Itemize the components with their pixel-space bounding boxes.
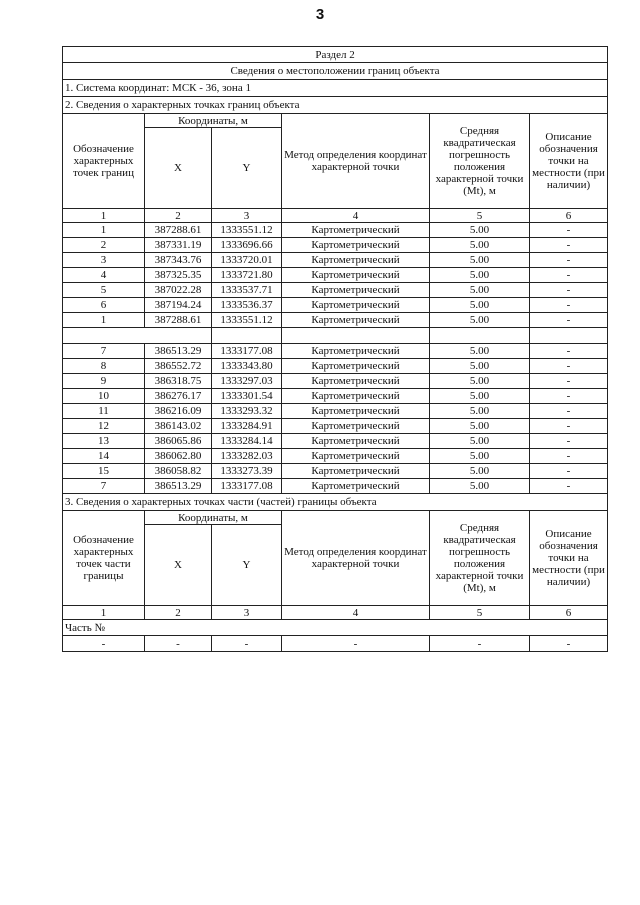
- header-method: Метод определения координат характерной точки: [282, 114, 430, 209]
- cell-d: -: [530, 389, 608, 404]
- cell-n: 7: [63, 344, 145, 359]
- part3-title: 3. Сведения о характерных точках части (частей) границы объекта: [63, 494, 608, 511]
- header-point: Обозначение характерных точек границ: [63, 114, 145, 209]
- cell-d: -: [530, 374, 608, 389]
- cell-n: 11: [63, 404, 145, 419]
- section-subtitle-row: [63, 63, 608, 80]
- cell-m: Картометрический: [282, 223, 430, 238]
- table-row: [63, 464, 608, 479]
- cell-m: Картометрический: [282, 404, 430, 419]
- cell-d: -: [530, 419, 608, 434]
- cell-y: 1333343.80: [212, 359, 282, 374]
- part2-header-row-1: [63, 114, 608, 128]
- cell-n: 1: [63, 313, 145, 328]
- cell-n: 5: [63, 283, 145, 298]
- part2-title: 2. Сведения о характерных точках границ объекта: [63, 97, 608, 114]
- cell-n: 4: [63, 268, 145, 283]
- cell-x: 387288.61: [145, 313, 212, 328]
- cell-d: -: [530, 238, 608, 253]
- header-desc: Описание обозначения точки на местности (при наличии): [530, 511, 608, 606]
- cell-n: 3: [63, 253, 145, 268]
- page-number: 3: [315, 6, 325, 23]
- part3-header-row-1: [63, 511, 608, 525]
- cell-d: -: [530, 449, 608, 464]
- header-point: Обозначение характерных точек части границы: [63, 511, 145, 606]
- index-cell-method: 4: [282, 606, 430, 620]
- section-title: Раздел 2: [63, 47, 608, 63]
- cell-y: 1333177.08: [212, 344, 282, 359]
- cell-x: -: [145, 636, 212, 652]
- table-row: [63, 434, 608, 449]
- cell-y: 1333537.71: [212, 283, 282, 298]
- cell-d: -: [530, 344, 608, 359]
- table-row: [63, 359, 608, 374]
- part3-title-row: [63, 494, 608, 511]
- cell-m: Картометрический: [282, 479, 430, 494]
- cell-n: 15: [63, 464, 145, 479]
- table-row: [63, 298, 608, 313]
- cell-y: 1333551.12: [212, 223, 282, 238]
- blank-cell: [63, 328, 212, 344]
- cell-e: 5.00: [430, 389, 530, 404]
- cell-x: 387288.61: [145, 223, 212, 238]
- cell-d: -: [530, 253, 608, 268]
- cell-y: 1333284.91: [212, 419, 282, 434]
- cell-n: 1: [63, 223, 145, 238]
- cell-d: -: [530, 434, 608, 449]
- cell-e: 5.00: [430, 223, 530, 238]
- index-cell-x: 2: [145, 209, 212, 223]
- table-row: [63, 479, 608, 494]
- table-row: [63, 283, 608, 298]
- index-cell-point: 1: [63, 606, 145, 620]
- cell-m: Картометрический: [282, 313, 430, 328]
- blank-cell: [212, 328, 282, 344]
- header-y: Y: [212, 525, 282, 606]
- cell-y: 1333696.66: [212, 238, 282, 253]
- cell-d: -: [530, 359, 608, 374]
- index-cell-error: 5: [430, 209, 530, 223]
- cell-y: 1333282.03: [212, 449, 282, 464]
- cell-m: Картометрический: [282, 359, 430, 374]
- cell-y: 1333177.08: [212, 479, 282, 494]
- index-cell-method: 4: [282, 209, 430, 223]
- index-cell-y: 3: [212, 606, 282, 620]
- table-row: [63, 313, 608, 328]
- table-row: [63, 344, 608, 359]
- blank-cell: [282, 328, 430, 344]
- section-subtitle: Сведения о местоположении границ объекта: [63, 63, 608, 80]
- cell-e: 5.00: [430, 419, 530, 434]
- cell-n: 7: [63, 479, 145, 494]
- coord-system: 1. Система координат: МСК - 36, зона 1: [63, 80, 608, 97]
- table-row: [63, 389, 608, 404]
- part-label: Часть №: [63, 620, 608, 636]
- cell-x: 387343.76: [145, 253, 212, 268]
- header-method: Метод определения координат характерной точки: [282, 511, 430, 606]
- cell-n: 6: [63, 298, 145, 313]
- cell-e: 5.00: [430, 374, 530, 389]
- table-row: [63, 223, 608, 238]
- cell-n: 13: [63, 434, 145, 449]
- cell-n: 8: [63, 359, 145, 374]
- cell-e: 5.00: [430, 449, 530, 464]
- cell-x: 387022.28: [145, 283, 212, 298]
- part2-title-row: [63, 97, 608, 114]
- cell-x: 386513.29: [145, 344, 212, 359]
- header-desc: Описание обозначения точки на местности (при наличии): [530, 114, 608, 209]
- table-row: [63, 374, 608, 389]
- cell-d: -: [530, 479, 608, 494]
- table-row: [63, 238, 608, 253]
- index-cell-y: 3: [212, 209, 282, 223]
- part3-index-row: [63, 606, 608, 620]
- cell-m: Картометрический: [282, 268, 430, 283]
- table-row: [63, 268, 608, 283]
- table-row: [63, 253, 608, 268]
- cell-y: 1333284.14: [212, 434, 282, 449]
- cell-e: 5.00: [430, 298, 530, 313]
- cell-d: -: [530, 283, 608, 298]
- cell-m: Картометрический: [282, 298, 430, 313]
- cell-e: 5.00: [430, 344, 530, 359]
- header-coords: Координаты, м: [145, 511, 282, 525]
- boundary-table: [62, 46, 608, 652]
- cell-error: -: [430, 636, 530, 652]
- cell-e: 5.00: [430, 359, 530, 374]
- part3-empty-row: [63, 636, 608, 652]
- cell-y: 1333297.03: [212, 374, 282, 389]
- cell-e: 5.00: [430, 313, 530, 328]
- cell-n: 12: [63, 419, 145, 434]
- cell-e: 5.00: [430, 464, 530, 479]
- cell-d: -: [530, 404, 608, 419]
- cell-point: -: [63, 636, 145, 652]
- cell-x: 387194.24: [145, 298, 212, 313]
- cell-n: 2: [63, 238, 145, 253]
- cell-x: 386058.82: [145, 464, 212, 479]
- table-row: [63, 449, 608, 464]
- index-cell-desc: 6: [530, 209, 608, 223]
- cell-m: Картометрический: [282, 389, 430, 404]
- cell-y: 1333273.39: [212, 464, 282, 479]
- cell-n: 14: [63, 449, 145, 464]
- header-y: Y: [212, 128, 282, 209]
- cell-n: 9: [63, 374, 145, 389]
- cell-d: -: [530, 464, 608, 479]
- part-label-row: [63, 620, 608, 636]
- cell-m: Картометрический: [282, 238, 430, 253]
- cell-y: 1333536.37: [212, 298, 282, 313]
- cell-m: Картометрический: [282, 374, 430, 389]
- header-x: X: [145, 525, 212, 606]
- index-cell-desc: 6: [530, 606, 608, 620]
- cell-e: 5.00: [430, 434, 530, 449]
- cell-x: 386513.29: [145, 479, 212, 494]
- header-x: X: [145, 128, 212, 209]
- cell-m: Картометрический: [282, 464, 430, 479]
- cell-m: Картометрический: [282, 344, 430, 359]
- blank-row: [63, 328, 608, 344]
- table-row: [63, 419, 608, 434]
- cell-d: -: [530, 298, 608, 313]
- cell-m: Картометрический: [282, 434, 430, 449]
- header-error: Средняя квадратическая погрешность положения характерной точки (Mt), м: [430, 114, 530, 209]
- cell-x: 386216.09: [145, 404, 212, 419]
- cell-y: 1333551.12: [212, 313, 282, 328]
- cell-e: 5.00: [430, 238, 530, 253]
- part2-index-row: [63, 209, 608, 223]
- cell-d: -: [530, 313, 608, 328]
- cell-y: 1333720.01: [212, 253, 282, 268]
- cell-e: 5.00: [430, 268, 530, 283]
- cell-e: 5.00: [430, 253, 530, 268]
- cell-d: -: [530, 223, 608, 238]
- index-cell-point: 1: [63, 209, 145, 223]
- cell-x: 386318.75: [145, 374, 212, 389]
- header-coords: Координаты, м: [145, 114, 282, 128]
- coord-system-row: [63, 80, 608, 97]
- cell-method: -: [282, 636, 430, 652]
- cell-m: Картометрический: [282, 449, 430, 464]
- index-cell-error: 5: [430, 606, 530, 620]
- cell-x: 386143.02: [145, 419, 212, 434]
- cell-e: 5.00: [430, 283, 530, 298]
- cell-x: 387331.19: [145, 238, 212, 253]
- cell-x: 387325.35: [145, 268, 212, 283]
- cell-n: 10: [63, 389, 145, 404]
- cell-x: 386552.72: [145, 359, 212, 374]
- blank-cell: [530, 328, 608, 344]
- index-cell-x: 2: [145, 606, 212, 620]
- section-title-row: [63, 47, 608, 63]
- cell-y: 1333293.32: [212, 404, 282, 419]
- cell-y: 1333721.80: [212, 268, 282, 283]
- table-row: [63, 404, 608, 419]
- cell-d: -: [530, 268, 608, 283]
- cell-desc: -: [530, 636, 608, 652]
- cell-e: 5.00: [430, 404, 530, 419]
- cell-x: 386062.80: [145, 449, 212, 464]
- header-error: Средняя квадратическая погрешность положения характерной точки (Mt), м: [430, 511, 530, 606]
- cell-x: 386065.86: [145, 434, 212, 449]
- cell-m: Картометрический: [282, 253, 430, 268]
- blank-cell: [430, 328, 530, 344]
- cell-x: 386276.17: [145, 389, 212, 404]
- cell-y: 1333301.54: [212, 389, 282, 404]
- cell-y: -: [212, 636, 282, 652]
- cell-m: Картометрический: [282, 283, 430, 298]
- cell-m: Картометрический: [282, 419, 430, 434]
- cell-e: 5.00: [430, 479, 530, 494]
